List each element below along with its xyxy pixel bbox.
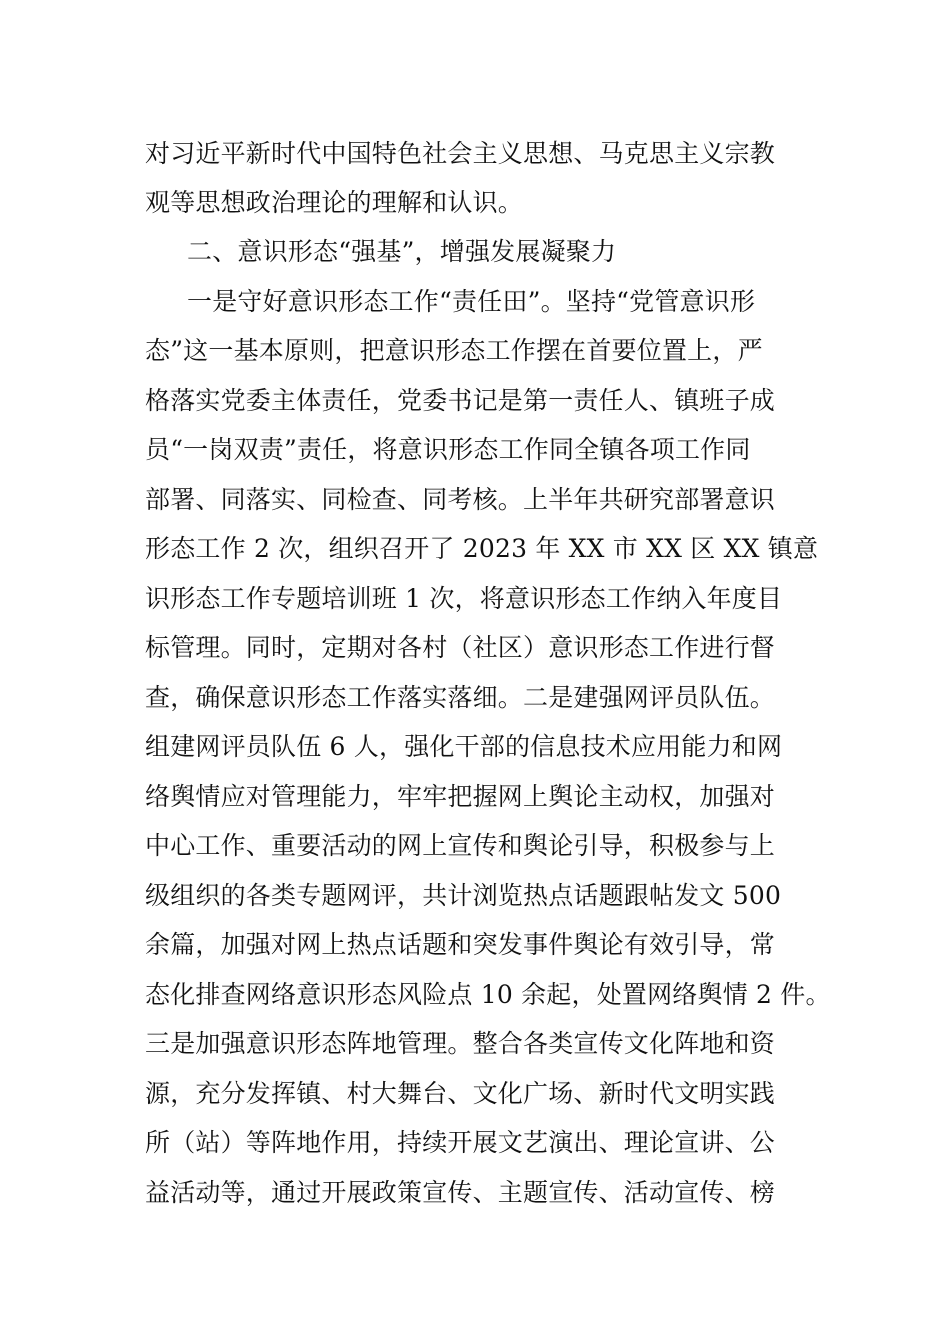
body-text-line: 余篇，加强对网上热点话题和突发事件舆论有效引导，常 [145,930,776,959]
body-text-line: 益活动等，通过开展政策宣传、主题宣传、活动宣传、榜 [145,1178,776,1207]
body-text-line: 查，确保意识形态工作落实落细。二是建强网评员队伍。 [145,683,776,712]
body-text-line: 三是加强意识形态阵地管理。整合各类宣传文化阵地和资 [145,1029,776,1058]
body-text-line: 源，充分发挥镇、村大舞台、文化广场、新时代文明实践 [145,1079,776,1108]
body-text-line: 态”这一基本原则，把意识形态工作摆在首要位置上，严 [145,336,763,365]
body-text-line: 形态工作 2 次，组织召开了 2023 年 XX 市 XX 区 XX 镇意 [145,534,819,563]
body-text-line: 观等思想政治理论的理解和认识。 [145,188,524,217]
body-text-line: 级组织的各类专题网评，共计浏览热点话题跟帖发文 500 [145,881,782,910]
body-text-line: 部署、同落实、同检查、同考核。上半年共研究部署意识 [145,485,776,514]
section-heading: 二、意识形态“强基”，增强发展凝聚力 [187,237,617,266]
body-text-line: 中心工作、重要活动的网上宣传和舆论引导，积极参与上 [145,831,776,860]
body-text-line: 标管理。同时，定期对各村（社区）意识形态工作进行督 [145,633,776,662]
body-text-line: 格落实党委主体责任，党委书记是第一责任人、镇班子成 [145,386,776,415]
body-text-line: 员“一岗双责”责任，将意识形态工作同全镇各项工作同 [145,435,751,464]
body-text-line: 络舆情应对管理能力，牢牢把握网上舆论主动权，加强对 [145,782,776,811]
body-text-line: 态化排查网络意识形态风险点 10 余起，处置网络舆情 2 件。 [145,980,831,1009]
body-text-line: 对习近平新时代中国特色社会主义思想、马克思主义宗教 [145,139,776,168]
body-text-line: 组建网评员队伍 6 人，强化干部的信息技术应用能力和网 [145,732,783,761]
body-text-line: 识形态工作专题培训班 1 次，将意识形态工作纳入年度目 [145,584,783,613]
body-text-line: 一是守好意识形态工作“责任田”。坚持“党管意识形 [187,287,756,316]
body-text-line: 所（站）等阵地作用，持续开展文艺演出、理论宣讲、公 [145,1128,776,1157]
